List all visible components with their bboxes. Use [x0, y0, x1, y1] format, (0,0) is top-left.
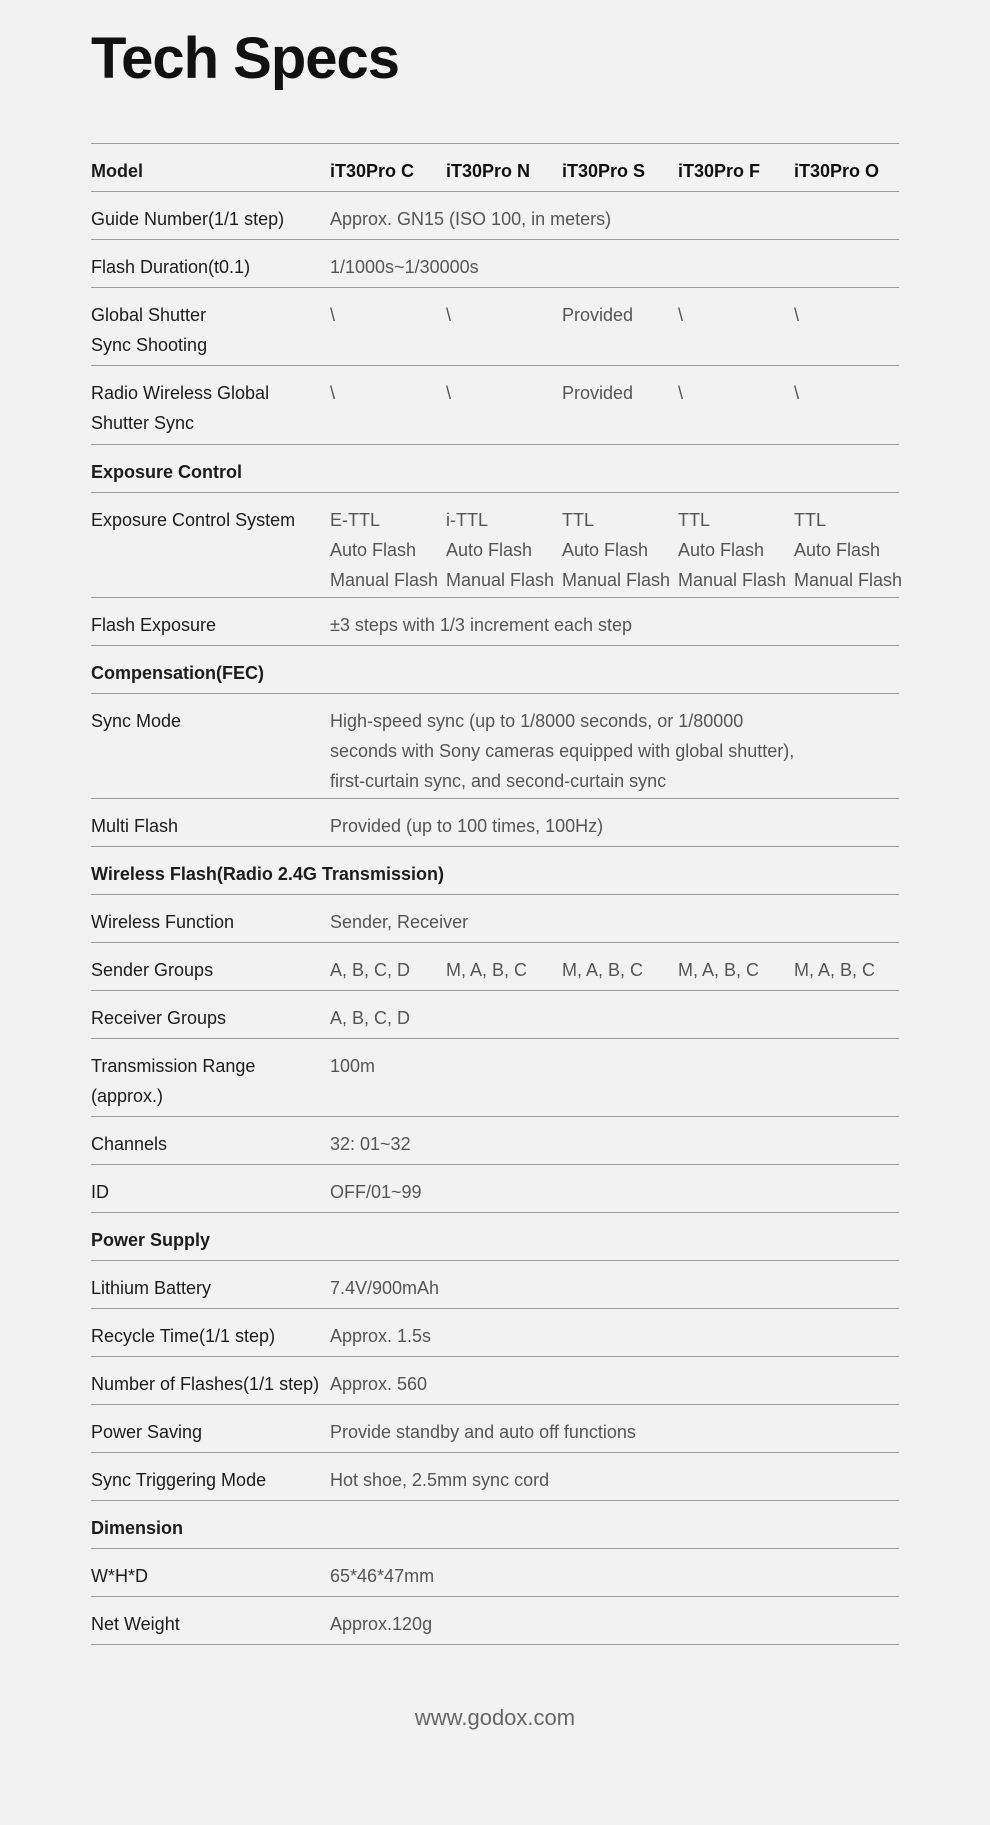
spec-value: OFF/01~99 — [330, 1182, 422, 1202]
text-line: High-speed sync (up to 1/8000 seconds, or 1/80000 — [330, 711, 744, 731]
spec-label — [91, 378, 330, 444]
spec-cell: \ — [330, 305, 336, 325]
spec-label: W*H*D — [91, 1566, 148, 1586]
text-line: Auto Flash — [446, 540, 533, 560]
table-row — [91, 1357, 899, 1405]
spec-label: Power Saving — [91, 1422, 203, 1442]
text-line: E-TTL — [330, 510, 381, 530]
table-row — [91, 288, 899, 366]
spec-value: Approx. 1.5s — [330, 1326, 432, 1346]
model-header: iT30Pro C — [330, 161, 415, 181]
spec-cells — [330, 378, 899, 444]
table-row — [91, 1309, 899, 1357]
spec-value: Approx. 560 — [330, 1374, 428, 1394]
text-line: Manual Flash — [678, 570, 787, 590]
spec-cell: Provided — [562, 383, 634, 403]
section-title: Compensation(FEC) — [91, 663, 264, 683]
text-line: TTL — [562, 510, 595, 530]
spec-label: Lithium Battery — [91, 1278, 212, 1298]
spec-cell: M, A, B, C — [446, 960, 528, 980]
spec-label: Recycle Time(1/1 step) — [91, 1326, 276, 1346]
spec-cell: \ — [794, 305, 800, 325]
table-row — [91, 694, 899, 799]
table-row — [91, 366, 899, 445]
table-row — [91, 1039, 899, 1117]
text-line: (approx.) — [91, 1086, 164, 1106]
table-row — [91, 1453, 899, 1501]
section-row — [91, 847, 899, 895]
spec-label: Exposure Control System — [91, 510, 296, 530]
table-row — [91, 943, 899, 991]
spec-value: 32: 01~32 — [330, 1134, 411, 1154]
text-line: Manual Flash — [330, 570, 439, 590]
text-line: Global Shutter — [91, 305, 207, 325]
spec-label — [91, 1051, 330, 1116]
text-line: Auto Flash — [562, 540, 649, 560]
spec-value: A, B, C, D — [330, 1008, 411, 1028]
spec-label — [91, 300, 330, 365]
model-header: iT30Pro O — [794, 161, 880, 181]
spec-cell: \ — [446, 383, 452, 403]
spec-cell — [446, 505, 562, 597]
spec-cell: M, A, B, C — [678, 960, 760, 980]
spec-cell: \ — [446, 305, 452, 325]
spec-cell — [562, 505, 678, 597]
table-row — [91, 240, 899, 288]
text-line: Shutter Sync — [91, 413, 195, 433]
spec-cell — [678, 505, 794, 597]
table-row — [91, 1261, 899, 1309]
spec-cell: M, A, B, C — [794, 960, 876, 980]
spec-label: Flash Exposure — [91, 615, 217, 635]
table-row — [91, 192, 899, 240]
text-line: i-TTL — [446, 510, 488, 530]
table-row — [91, 1117, 899, 1165]
text-line: seconds with Sony cameras equipped with global shutter), — [330, 741, 795, 761]
spec-cell — [794, 505, 902, 597]
spec-value: 7.4V/900mAh — [330, 1278, 440, 1298]
spec-value: Sender, Receiver — [330, 912, 469, 932]
table-row — [91, 799, 899, 847]
page-title: Tech Specs — [91, 26, 400, 91]
spec-cell: A, B, C, D — [330, 960, 411, 980]
spec-value: 100m — [330, 1056, 376, 1076]
section-title: Wireless Flash(Radio 2.4G Transmission) — [91, 864, 444, 884]
spec-label: Number of Flashes(1/1 step) — [91, 1374, 320, 1394]
section-row — [91, 1213, 899, 1261]
spec-value: Approx. GN15 (ISO 100, in meters) — [330, 209, 612, 229]
header-label: Model — [91, 161, 143, 181]
spec-label: Multi Flash — [91, 816, 179, 836]
table-row — [91, 493, 903, 598]
model-header: iT30Pro S — [562, 161, 646, 181]
table-row — [91, 1405, 899, 1453]
spec-cell: \ — [678, 305, 684, 325]
table-row — [91, 598, 899, 646]
table-row — [91, 1165, 899, 1213]
spec-value: Approx.120g — [330, 1614, 433, 1634]
text-line: Transmission Range — [91, 1056, 256, 1076]
spec-cell: Provided — [562, 305, 634, 325]
spec-label: Channels — [91, 1134, 168, 1154]
spec-cell — [330, 505, 446, 597]
text-line: TTL — [794, 510, 827, 530]
website-url[interactable]: www.godox.com — [414, 1705, 576, 1730]
text-line: Manual Flash — [794, 570, 903, 590]
section-row — [91, 646, 899, 694]
model-columns — [330, 156, 899, 191]
table-row — [91, 1549, 899, 1597]
text-line: Auto Flash — [330, 540, 417, 560]
spec-label: ID — [91, 1182, 109, 1202]
spec-cell: \ — [330, 383, 336, 403]
spec-label: Sync Mode — [91, 711, 182, 731]
spec-label: Sender Groups — [91, 960, 214, 980]
spec-label: Sync Triggering Mode — [91, 1470, 267, 1490]
text-line: Radio Wireless Global — [91, 383, 270, 403]
spec-cells — [330, 300, 899, 365]
spec-label: Receiver Groups — [91, 1008, 227, 1028]
spec-cells — [330, 955, 899, 990]
table-row — [91, 991, 899, 1039]
spec-cell: \ — [678, 383, 684, 403]
text-line: Auto Flash — [678, 540, 765, 560]
model-header: iT30Pro F — [678, 161, 761, 181]
table-header-row — [91, 144, 899, 192]
model-header: iT30Pro N — [446, 161, 531, 181]
text-line: Manual Flash — [562, 570, 671, 590]
spec-label: Flash Duration(t0.1) — [91, 257, 251, 277]
section-title: Dimension — [91, 1518, 184, 1538]
spec-value: Provide standby and auto off functions — [330, 1422, 636, 1442]
spec-value: ±3 steps with 1/3 increment each step — [330, 615, 633, 635]
section-row — [91, 1501, 899, 1549]
spec-value: Provided (up to 100 times, 100Hz) — [330, 816, 604, 836]
spec-value: Hot shoe, 2.5mm sync cord — [330, 1470, 550, 1490]
spec-cell: M, A, B, C — [562, 960, 644, 980]
spec-label: Net Weight — [91, 1614, 180, 1634]
spec-label: Guide Number(1/1 step) — [91, 209, 285, 229]
spec-table — [91, 143, 903, 1645]
spec-cell: \ — [794, 383, 800, 403]
spec-rows — [91, 192, 903, 1645]
text-line: Manual Flash — [446, 570, 555, 590]
section-title: Power Supply — [91, 1230, 211, 1250]
spec-value: 1/1000s~1/30000s — [330, 257, 479, 277]
text-line: TTL — [678, 510, 711, 530]
spec-label: Wireless Function — [91, 912, 235, 932]
table-row — [91, 895, 899, 943]
section-title: Exposure Control — [91, 462, 243, 482]
text-line: Sync Shooting — [91, 335, 208, 355]
section-row — [91, 445, 899, 493]
spec-value: 65*46*47mm — [330, 1566, 435, 1586]
table-row — [91, 1597, 899, 1645]
text-line: Auto Flash — [794, 540, 881, 560]
spec-value — [330, 706, 899, 798]
spec-cells — [330, 505, 902, 597]
text-line: first-curtain sync, and second-curtain sync — [330, 771, 667, 791]
